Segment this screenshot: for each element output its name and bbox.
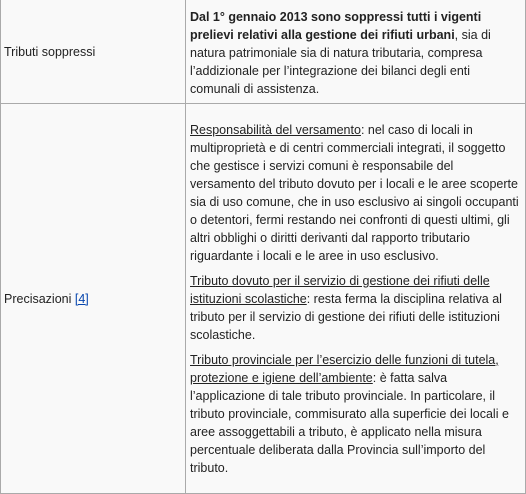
table-row xyxy=(1,0,526,104)
paragraph-heading: Responsabilità del versamento xyxy=(190,122,361,137)
paragraph-heading: Tributo dovuto per il servizio di gestione dei rifiuti delle istituzioni scolastiche xyxy=(190,273,490,306)
tributi-soppressi-text xyxy=(190,6,521,98)
paragraph-text: : resta ferma la disciplina relativa al tributo per il servizio di gestione dei rifiuti delle istituzioni scolastiche. xyxy=(190,291,502,342)
table-row xyxy=(1,104,526,494)
paragraph-istituzioni-scolastiche xyxy=(190,272,521,344)
paragraph-heading: Tributo provinciale per l’esercizio delle funzioni di tutela, protezione e igiene dell’ambiente xyxy=(190,352,499,385)
paragraph-tributo-provinciale xyxy=(190,351,521,477)
paragraph-text: : è fatta salva l’applicazione di tale tributo provinciale. In particolare, il tributo provinciale, commisurato alla superficie dei locali e aree assoggettabili a tributo, è applicato nella misura percentuale deliberata dalla Provincia sull’importo del tributo. xyxy=(190,370,509,475)
row-label-tributi-soppressi: Tributi soppressi xyxy=(1,0,186,104)
row-label-precisazioni xyxy=(1,104,186,494)
tributi-soppressi-bold: Dal 1° gennaio 2013 sono soppressi tutti i vigenti prelievi relativi alla gestione dei rifiuti urbani xyxy=(190,9,482,42)
row-value-precisazioni xyxy=(186,104,526,494)
paragraph-responsabilita xyxy=(190,121,521,265)
precisazioni-label: Precisazioni xyxy=(4,291,72,306)
tributi-soppressi-rest: , sia di natura patrimoniale sia di natura tributaria, compresa l’addizionale per l’integrazione dei bilanci degli enti comunali di assistenza. xyxy=(190,27,491,96)
paragraph-text: : nel caso di locali in multiproprietà e di centri commerciali integrati, il soggetto che gestisce i servizi comuni è responsabile del versamento del tributo dovuto per i locali e le aree scoperte sia di uso comune, che in uso esclusivo ai singoli occupanti o detentori, fermi restando nei confronti di questi ultimi, gli altri obblighi o diritti derivanti dal rapporto tributario riguardante i locali e le aree in uso esclusivo. xyxy=(190,122,519,263)
row-value-tributi-soppressi xyxy=(186,0,526,104)
reference-link[interactable]: [4] xyxy=(74,291,89,306)
